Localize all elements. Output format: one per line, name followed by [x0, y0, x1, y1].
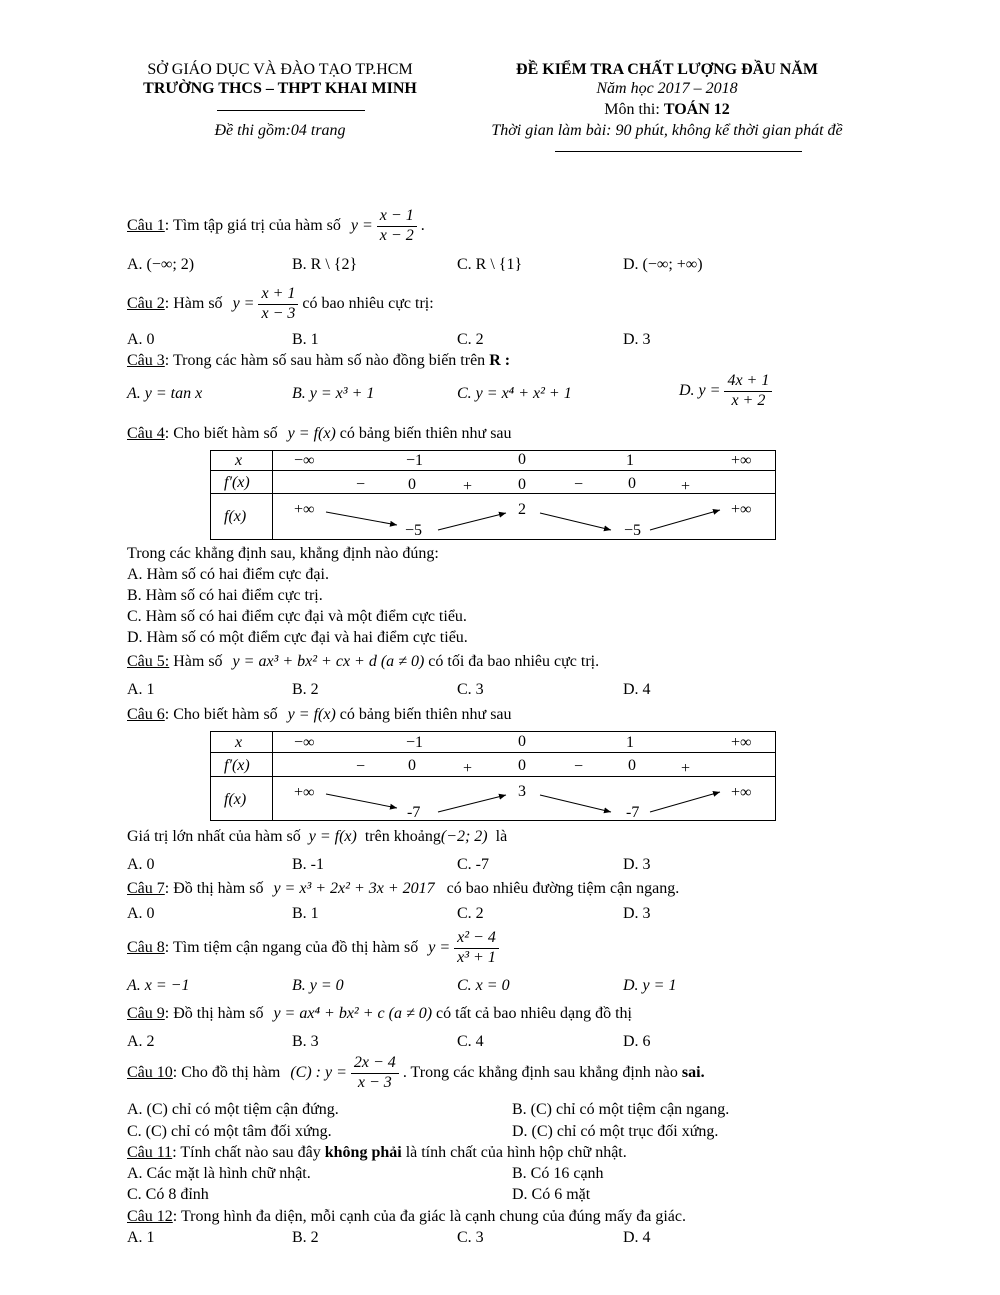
- arrow-up: [650, 792, 720, 812]
- row-fprime-label: f′(x): [224, 474, 250, 491]
- option-c: C. Hàm số có hai điểm cực đại và một điểm cực tiểu.: [127, 608, 467, 625]
- option-b: B. R \ {2}: [292, 256, 358, 273]
- numerator: x + 1: [258, 286, 298, 305]
- question-10: [127, 1055, 705, 1092]
- option-d: D. (C) chỉ có một trục đối xứng.: [512, 1123, 719, 1140]
- arrow-down: [326, 794, 397, 808]
- option-d: D. 3: [623, 331, 651, 348]
- question-1: [127, 208, 425, 245]
- denominator: x − 3: [261, 304, 296, 322]
- arrow-up: [438, 795, 506, 812]
- question-end: có bảng biến thiên như sau: [339, 706, 512, 723]
- prompt-text: Giá trị lớn nhất của hàm số: [127, 828, 301, 845]
- question-text: : Đồ thị hàm số: [164, 880, 264, 897]
- question-9: [127, 1006, 632, 1022]
- question-label: Câu 11: [127, 1144, 173, 1161]
- option-d: D. (−∞; +∞): [623, 256, 703, 273]
- option-a: A. 0: [127, 905, 155, 922]
- question-text: : Tính chất nào sau đây: [172, 1144, 321, 1161]
- f-value: −5: [624, 522, 642, 539]
- question-label: Câu 9: [127, 1005, 165, 1022]
- option-a: A. 2: [127, 1033, 155, 1050]
- question-text: : Cho biết hàm số: [164, 706, 278, 723]
- option-b: B. 1: [292, 905, 319, 922]
- f-value: +∞: [294, 501, 315, 518]
- f-value: +∞: [731, 784, 752, 801]
- sign: 0: [518, 476, 526, 493]
- math-expr: y = f(x): [287, 425, 336, 442]
- question-label: Câu 2: [127, 294, 165, 312]
- option-b: B. y = x³ + 1: [292, 385, 375, 402]
- fraction: [258, 286, 298, 323]
- exam-subject: [604, 102, 730, 118]
- option-b: B. Hàm số có hai điểm cực trị.: [127, 587, 323, 604]
- sign: +: [463, 478, 473, 495]
- option-c: C. 2: [457, 905, 484, 922]
- option-a: A. Các mặt là hình chữ nhật.: [127, 1165, 311, 1182]
- question-label: Câu 6: [127, 706, 165, 723]
- question-label: Câu 8: [127, 938, 165, 956]
- sign: +: [681, 760, 691, 777]
- option-b: B. y = 0: [292, 977, 344, 994]
- sign: −: [574, 476, 584, 493]
- fraction: [351, 1055, 399, 1092]
- question-7: [127, 881, 679, 897]
- option-b: B. (C) chỉ có một tiệm cận ngang.: [512, 1101, 730, 1118]
- question-label: Câu 5:: [127, 653, 170, 670]
- option-d: D. 3: [623, 905, 651, 922]
- sign: 0: [518, 757, 526, 774]
- option-a: A. 0: [127, 331, 155, 348]
- question-6-prompt: [127, 829, 507, 845]
- sign: −: [356, 758, 366, 775]
- question-text: : Đồ thị hàm số: [164, 1005, 264, 1022]
- exam-title: ĐỀ KIỂM TRA CHẤT LƯỢNG ĐẦU NĂM: [516, 61, 818, 78]
- math-expr: y =: [428, 938, 451, 956]
- subject-prefix: Môn thi:: [604, 101, 660, 118]
- variation-table-q4: [210, 450, 776, 540]
- question-text: : Cho đồ thị hàm: [172, 1063, 281, 1081]
- arrow-up: [650, 510, 720, 530]
- department-name: SỞ GIÁO DỤC VÀ ĐÀO TẠO TP.HCM: [147, 61, 413, 78]
- question-end: có bao nhiêu cực trị:: [302, 294, 434, 312]
- option-d: D. 3: [623, 856, 651, 873]
- page-count: Đề thi gồm:04 trang: [214, 122, 346, 139]
- denominator: x − 2: [379, 226, 414, 244]
- x-value: −1: [406, 452, 424, 469]
- exam-duration: Thời gian làm bài: 90 phút, không kể thời gian phát đề: [491, 122, 843, 139]
- question-6: [127, 707, 512, 723]
- f-value: +∞: [731, 501, 752, 518]
- question-end: có tối đa bao nhiêu cực trị.: [428, 653, 600, 670]
- fraction: [454, 930, 499, 967]
- question-label: Câu 7: [127, 880, 165, 897]
- option-b: B. 2: [292, 681, 319, 698]
- option-a: A. 1: [127, 681, 155, 698]
- option-c: C. 3: [457, 1229, 484, 1246]
- x-value: −∞: [294, 734, 315, 751]
- question-2: [127, 286, 434, 323]
- denominator: x − 3: [357, 1073, 392, 1091]
- x-value: −∞: [294, 452, 315, 469]
- arrow-down: [540, 795, 611, 812]
- x-value: +∞: [731, 452, 752, 469]
- prompt-text: là: [495, 828, 508, 845]
- f-value: 3: [518, 783, 526, 800]
- question-label: Câu 10: [127, 1063, 173, 1081]
- option-c: C. Có 8 đỉnh: [127, 1186, 209, 1203]
- sign: +: [463, 760, 473, 777]
- option-d: D. Hàm số có một điểm cực đại và hai điểm cực tiểu.: [127, 629, 468, 646]
- option-b: B. -1: [292, 856, 324, 873]
- option-a: A. x = −1: [127, 977, 190, 994]
- option-a: A. y = tan x: [127, 385, 203, 402]
- question-text: : Trong các hàm số sau hàm số nào đồng biến trên: [164, 352, 486, 369]
- option-a: A. 1: [127, 1229, 155, 1246]
- option-b: B. 2: [292, 1229, 319, 1246]
- math-expr: y =: [350, 216, 373, 234]
- question-text: : Tìm tập giá trị của hàm số: [164, 216, 341, 234]
- question-emphasis: R :: [489, 352, 511, 369]
- row-f-label: f(x): [224, 791, 247, 808]
- question-text: : Tìm tiệm cận ngang của đồ thị hàm số: [164, 938, 419, 956]
- numerator: 2x − 4: [351, 1055, 399, 1074]
- option-b: B. 3: [292, 1033, 319, 1050]
- option-d: D. 6: [623, 1033, 651, 1050]
- x-value: 1: [626, 734, 634, 751]
- sign: 0: [628, 757, 636, 774]
- f-value: +∞: [294, 784, 315, 801]
- row-fprime-label: f′(x): [224, 757, 250, 774]
- row-x-label: x: [235, 452, 243, 469]
- x-value: +∞: [731, 734, 752, 751]
- school-year: Năm học 2017 – 2018: [596, 80, 738, 97]
- header-right-rule: [555, 151, 802, 152]
- numerator: 4x + 1: [724, 373, 772, 392]
- question-label: Câu 4: [127, 425, 165, 442]
- x-value: −1: [406, 734, 424, 751]
- option-a: A. Hàm số có hai điểm cực đại.: [127, 566, 329, 583]
- option-c: C. 3: [457, 681, 484, 698]
- option-b: B. 1: [292, 331, 319, 348]
- option-c: C. 2: [457, 331, 484, 348]
- f-value: 2: [518, 501, 526, 518]
- option-a: A. (−∞; 2): [127, 256, 195, 273]
- math-expr: y =: [232, 294, 255, 312]
- question-end: có bảng biến thiên như sau: [339, 425, 512, 442]
- row-x-label: x: [235, 734, 243, 751]
- option-c: C. R \ {1}: [457, 256, 523, 273]
- school-name: TRƯỜNG THCS – THPT KHAI MINH: [143, 80, 417, 97]
- option-d: D. 4: [623, 681, 651, 698]
- math-expr: y = f(x): [287, 706, 336, 723]
- option-d: D. 4: [623, 1229, 651, 1246]
- x-value: 0: [518, 733, 526, 750]
- math-expr: y = ax⁴ + bx² + c (a ≠ 0): [273, 1005, 433, 1022]
- option-a: A. (C) chỉ có một tiệm cận đứng.: [127, 1101, 339, 1118]
- math-expr: D. y =: [679, 381, 721, 399]
- question-11: [127, 1145, 627, 1161]
- question-12: [127, 1209, 686, 1225]
- question-emphasis: không phải: [324, 1144, 402, 1161]
- math-expr: y = f(x): [308, 828, 357, 845]
- fraction: [377, 208, 417, 245]
- math-expr: (−2; 2): [440, 828, 488, 845]
- option-d: [679, 373, 776, 410]
- question-label: Câu 3: [127, 352, 165, 369]
- x-value: 0: [518, 451, 526, 468]
- option-d: D. Có 6 mặt: [512, 1186, 591, 1203]
- row-f-label: f(x): [224, 508, 247, 525]
- math-expr: y = x³ + 2x² + 3x + 2017: [273, 880, 435, 897]
- question-emphasis: sai.: [681, 1063, 705, 1081]
- arrow-down: [540, 513, 611, 530]
- sign: 0: [628, 475, 636, 492]
- option-c: C. y = x⁴ + x² + 1: [457, 385, 572, 402]
- sign: +: [681, 478, 691, 495]
- math-expr: y = ax³ + bx² + cx + d (a ≠ 0): [232, 653, 425, 670]
- option-b: B. Có 16 cạnh: [512, 1165, 604, 1182]
- header-left-rule: [217, 110, 365, 111]
- question-end: có bao nhiêu đường tiệm cận ngang.: [446, 880, 680, 897]
- question-5: [127, 654, 599, 670]
- variation-table-q6: [210, 731, 776, 821]
- arrow-down: [326, 512, 397, 525]
- denominator: x³ + 1: [457, 948, 496, 966]
- f-value: −5: [405, 522, 423, 539]
- question-4: [127, 426, 512, 442]
- question-text: Hàm số: [169, 653, 223, 670]
- sign: 0: [408, 757, 416, 774]
- f-value: -7: [407, 804, 421, 821]
- math-expr: (C) : y =: [290, 1063, 347, 1081]
- question-text: : Trong hình đa diện, mỗi cạnh của đa giác là cạnh chung của đúng mấy đa giác.: [172, 1208, 686, 1225]
- option-c: C. x = 0: [457, 977, 510, 994]
- arrow-up: [438, 513, 506, 530]
- fraction: [724, 373, 772, 410]
- question-8: [127, 930, 503, 967]
- question-3: [127, 353, 510, 369]
- question-4-prompt: Trong các khẳng định sau, khẳng định nào đúng:: [127, 545, 439, 562]
- sign: −: [574, 758, 584, 775]
- denominator: x + 2: [731, 391, 766, 409]
- option-a: A. 0: [127, 856, 155, 873]
- question-label: Câu 1: [127, 216, 165, 234]
- question-end: là tính chất của hình hộp chữ nhật.: [405, 1144, 627, 1161]
- option-d: D. y = 1: [623, 977, 677, 994]
- question-text: : Cho biết hàm số: [164, 425, 278, 442]
- x-value: 1: [626, 452, 634, 469]
- question-end: . Trong các khẳng định sau khẳng định nào: [402, 1063, 678, 1081]
- question-end: .: [420, 216, 425, 234]
- numerator: x − 1: [377, 208, 417, 227]
- prompt-text: trên khoảng: [364, 828, 441, 845]
- question-text: : Hàm số: [164, 294, 223, 312]
- question-label: Câu 12: [127, 1208, 173, 1225]
- subject-name: TOÁN 12: [663, 101, 730, 118]
- f-value: -7: [626, 804, 640, 821]
- option-c: C. (C) chỉ có một tâm đối xứng.: [127, 1123, 332, 1140]
- question-end: có tất cả bao nhiêu dạng đồ thị: [436, 1005, 632, 1022]
- numerator: x² − 4: [454, 930, 499, 949]
- sign: 0: [408, 476, 416, 493]
- option-c: C. 4: [457, 1033, 484, 1050]
- option-c: C. -7: [457, 856, 489, 873]
- sign: −: [356, 476, 366, 493]
